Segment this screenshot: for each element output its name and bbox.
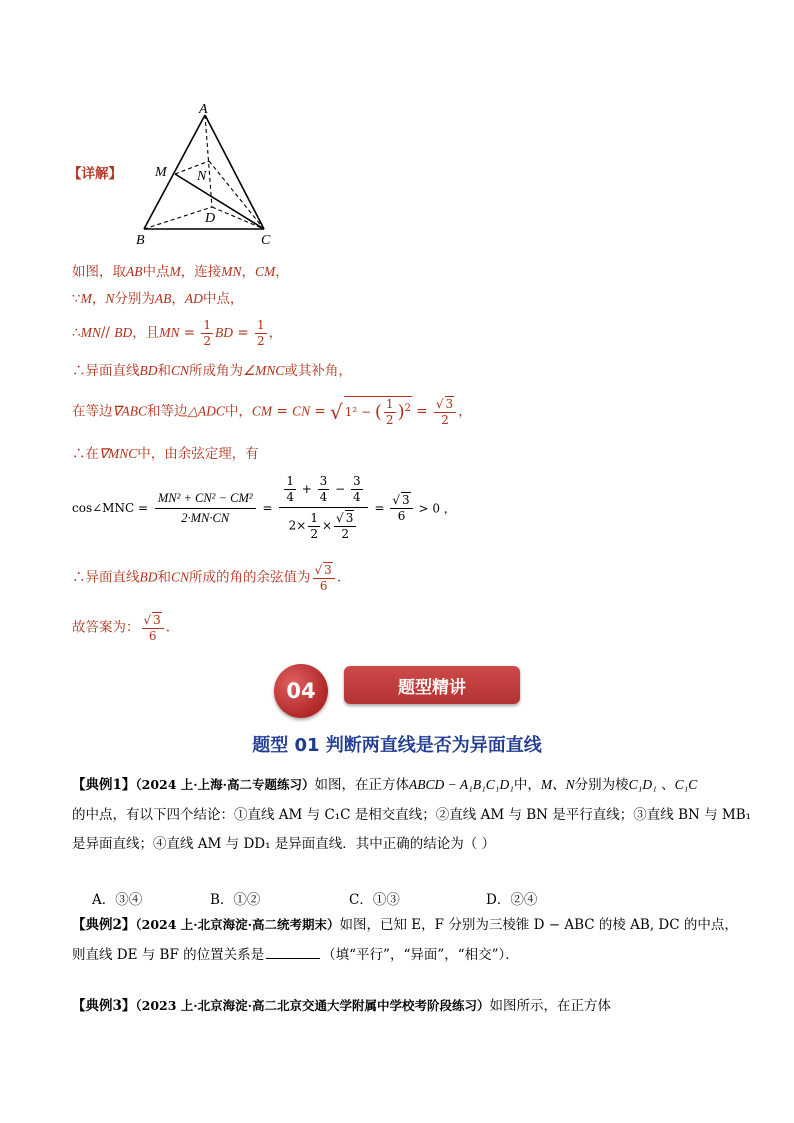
label-N: N (197, 169, 207, 184)
example1-line3: 是异面直线；④直线 AM 与 DD₁ 是异面直线．其中正确的结论为（ ） (72, 836, 496, 852)
label-D: D (205, 211, 216, 226)
section-number: 04 (274, 664, 328, 718)
solution-line-8: ∴异面直线BD和CN所成的角的余弦值为 $\frac{√ 3}{6}$ . (72, 563, 342, 593)
section-heading: 题型 01 判断两直线是否为异面直线 (252, 735, 542, 756)
section-label: 题型精讲 (344, 666, 520, 704)
tetrahedron-figure (130, 98, 290, 253)
option-b[interactable]: B．①② (210, 892, 261, 908)
solution-line-3: ∴MN// BD，且MN = $\frac{1}{2}$ BD = $\frac{1}{2}$ ， (72, 318, 283, 348)
example1-line2: 的中点，有以下四个结论：①直线 AM 与 C₁C 是相交直线；②直线 AM 与 BN 是平行直线；③直线 BN 与 MB₁ (72, 807, 752, 823)
example2-line1: 【典例2】（2024 上·北京海淀·高二统考期末）如图，已知 E，F 分别为三棱锥 D − ABC 的棱 AB, DC 的中点， (72, 917, 738, 933)
example3-line1: 【典例3】（2023 上·北京海淀·高二北京交通大学附属中学校考阶段练习）如图所示，在正方体 (72, 998, 612, 1014)
option-d[interactable]: D．②④ (486, 892, 538, 908)
solution-line-4: ∴异面直线BD和CN所成角为∠MNC或其补角， (72, 363, 352, 379)
option-c[interactable]: C．①③ (349, 892, 400, 908)
solution-line-1: 如图，取AB中点M，连接MN，CM， (72, 264, 289, 280)
solution-line-5: 在等边∇ABC和等边△ADC中，CM = CN = √ 1² − ( $\frac{1}{2}$ )$^2$ = $\frac{√ 3}{2}$ ， (72, 397, 472, 427)
example1-line1: 【典例1】（2024 上·上海·高二专题练习）如图，在正方体ABCD − A₁B₁C₁D₁中，M、N分别为棱C₁D₁ 、C₁C (72, 777, 698, 793)
option-a[interactable]: A．③④ (92, 892, 143, 908)
example2-line2: 则直线 DE 与 BF 的位置关系是 （填“平行”，“异面”，“相交”）． (72, 947, 519, 963)
label-B: B (136, 233, 145, 248)
label-A: A (199, 102, 208, 117)
solution-line-6: ∴在∇MNC中，由余弦定理，有 (72, 446, 259, 462)
label-M: M (155, 165, 167, 180)
label-C: C (261, 233, 271, 248)
section-badge (274, 664, 520, 718)
answer-blank[interactable] (266, 958, 320, 959)
answer-line: 故答案为： $\frac{√ 3}{6}$ . (72, 613, 171, 643)
detail-label: 【详解】 (68, 166, 122, 182)
cosine-formula: cos∠MNC = $\frac{\text{MN² + CN² − CM²}}{2\cdot MN\cdot CN}$ = $\frac{1}{4}$ + $\frac{3}{4}$ − $\frac{3}{4}$ 2× $\frac{1}{2}$ × $\frac{√ 3}{2}$ = $\frac{√ 3}{6}$ > 0 ， (72, 474, 456, 541)
solution-line-2: ∵M，N分别为AB，AD中点， (72, 291, 244, 307)
